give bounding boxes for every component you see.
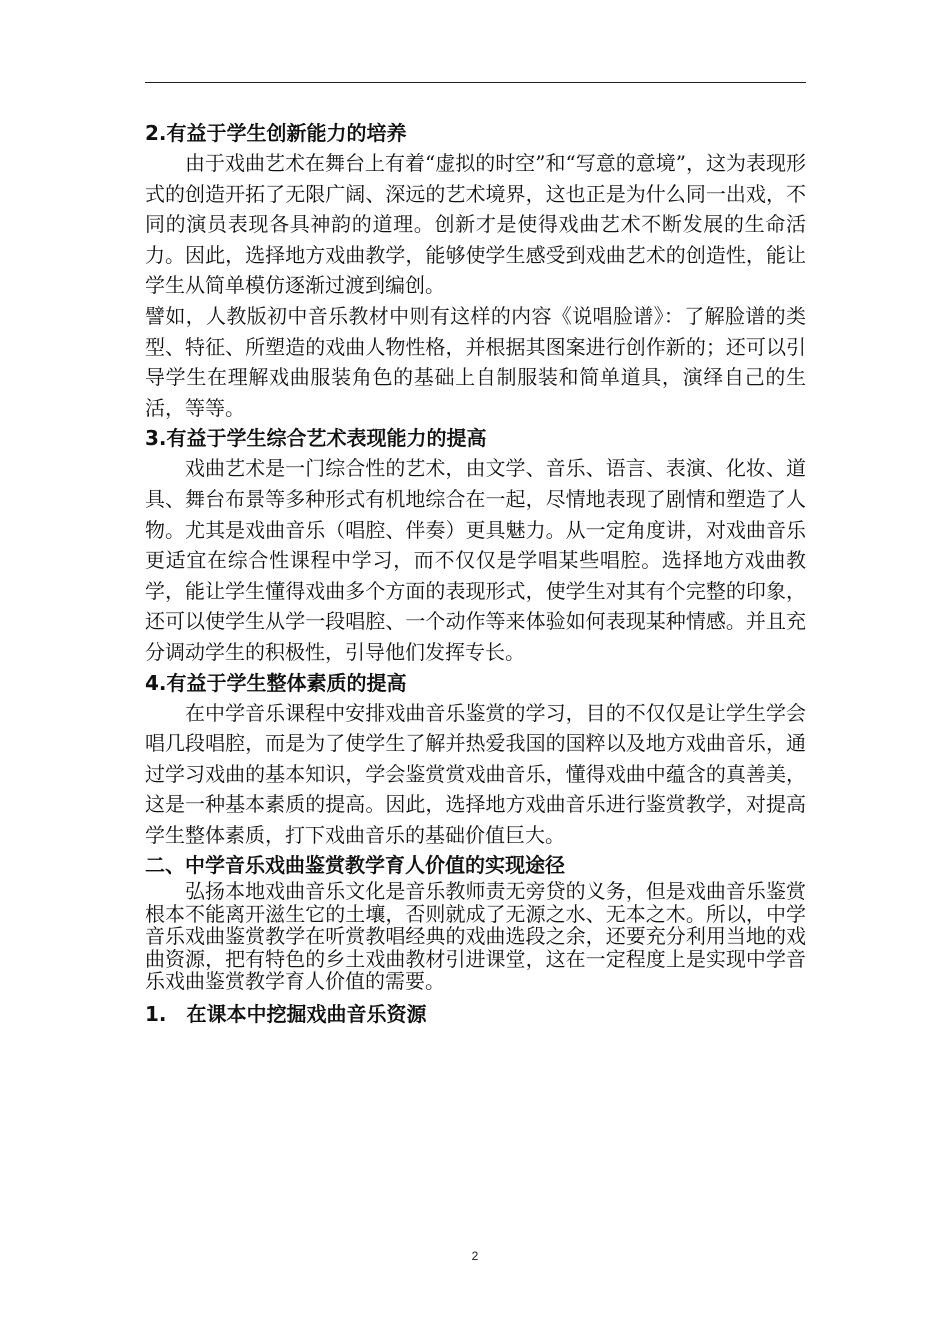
page-number: 2 [471,1249,479,1263]
section-paragraph-continued: 譬如，人教版初中音乐教材中则有这样的内容《说唱脸谱》：了解脸谱的类型、特征、所塑造的戏曲人物性格，并根据其图案进行创作新的；还可以引导学生在理解戏曲服装角色的基础上自制服装和简单道具，演绎自己的生活，等等。 [145,303,806,420]
section-heading: 2.有益于学生创新能力的培养 [145,121,407,145]
header-rule [145,82,806,83]
section-paragraph: 由于戏曲艺术在舞台上有着“虚拟的时空”和“写意的意境”，这为表现形式的创造开拓了无限广阔、深远的艺术境界，这也正是为什么同一出戏，不同的演员表现各具神韵的道理。创新才是使得戏曲艺术不断发展的生命活力。因此，选择地方戏曲教学，能够使学生感受到戏曲艺术的创造性，能让学生从简单模仿逐渐过渡到编创。 [145,151,806,298]
section-heading: 4.有益于学生整体素质的提高 [145,670,407,695]
section-paragraph: 在中学音乐课程中安排戏曲音乐鉴赏的学习，目的不仅仅是让学生学会唱几段唱腔，而是为了使学生了解并热爱我国的国粹以及地方戏曲音乐，通过学习戏曲的基本知识，学会鉴赏赏戏曲音乐，懂得戏曲中蕴含的真善美，这是一种基本素质的提高。因此，选择地方戏曲音乐进行鉴赏教学，对提高学生整体素质，打下戏曲音乐的基础价值巨大。 [145,700,806,847]
page-body [145,118,806,1029]
section-paragraph: 弘扬本地戏曲音乐文化是音乐教师责无旁贷的义务，但是戏曲音乐鉴赏根本不能离开滋生它的土壤，否则就成了无源之水、无本之木。所以，中学音乐戏曲鉴赏教学在听赏教唱经典的戏曲选段之余，还要充分利用当地的戏曲资源，把有特色的乡土戏曲教材引进课堂，这在一定程度上是实现中学音乐戏曲鉴赏教学育人价值的需要。 [145,879,806,994]
section-heading: 3.有益于学生综合艺术表现能力的提高 [145,426,487,451]
subsection-heading: 1. 在课本中挖掘戏曲音乐资源 [145,1001,427,1026]
section-paragraph: 戏曲艺术是一门综合性的艺术，由文学、音乐、语言、表演、化妆、道具、舞台布景等多种形式有机地综合在一起，尽情地表现了剧情和塑造了人物。尤其是戏曲音乐（唱腔、伴奏）更具魅力。从一定角度讲，对戏曲音乐更适宜在综合性课程中学习，而不仅仅是学唱某些唱腔。选择地方戏曲教学，能让学生懂得戏曲多个方面的表现形式，使学生对其有个完整的印象，还可以使学生从学一段唱腔、一个动作等来体验如何表现某种情感。并且充分调动学生的积极性，引导他们发挥专长。 [145,456,806,664]
chapter-heading: 二、中学音乐戏曲鉴赏教学育人价值的实现途径 [145,853,565,878]
